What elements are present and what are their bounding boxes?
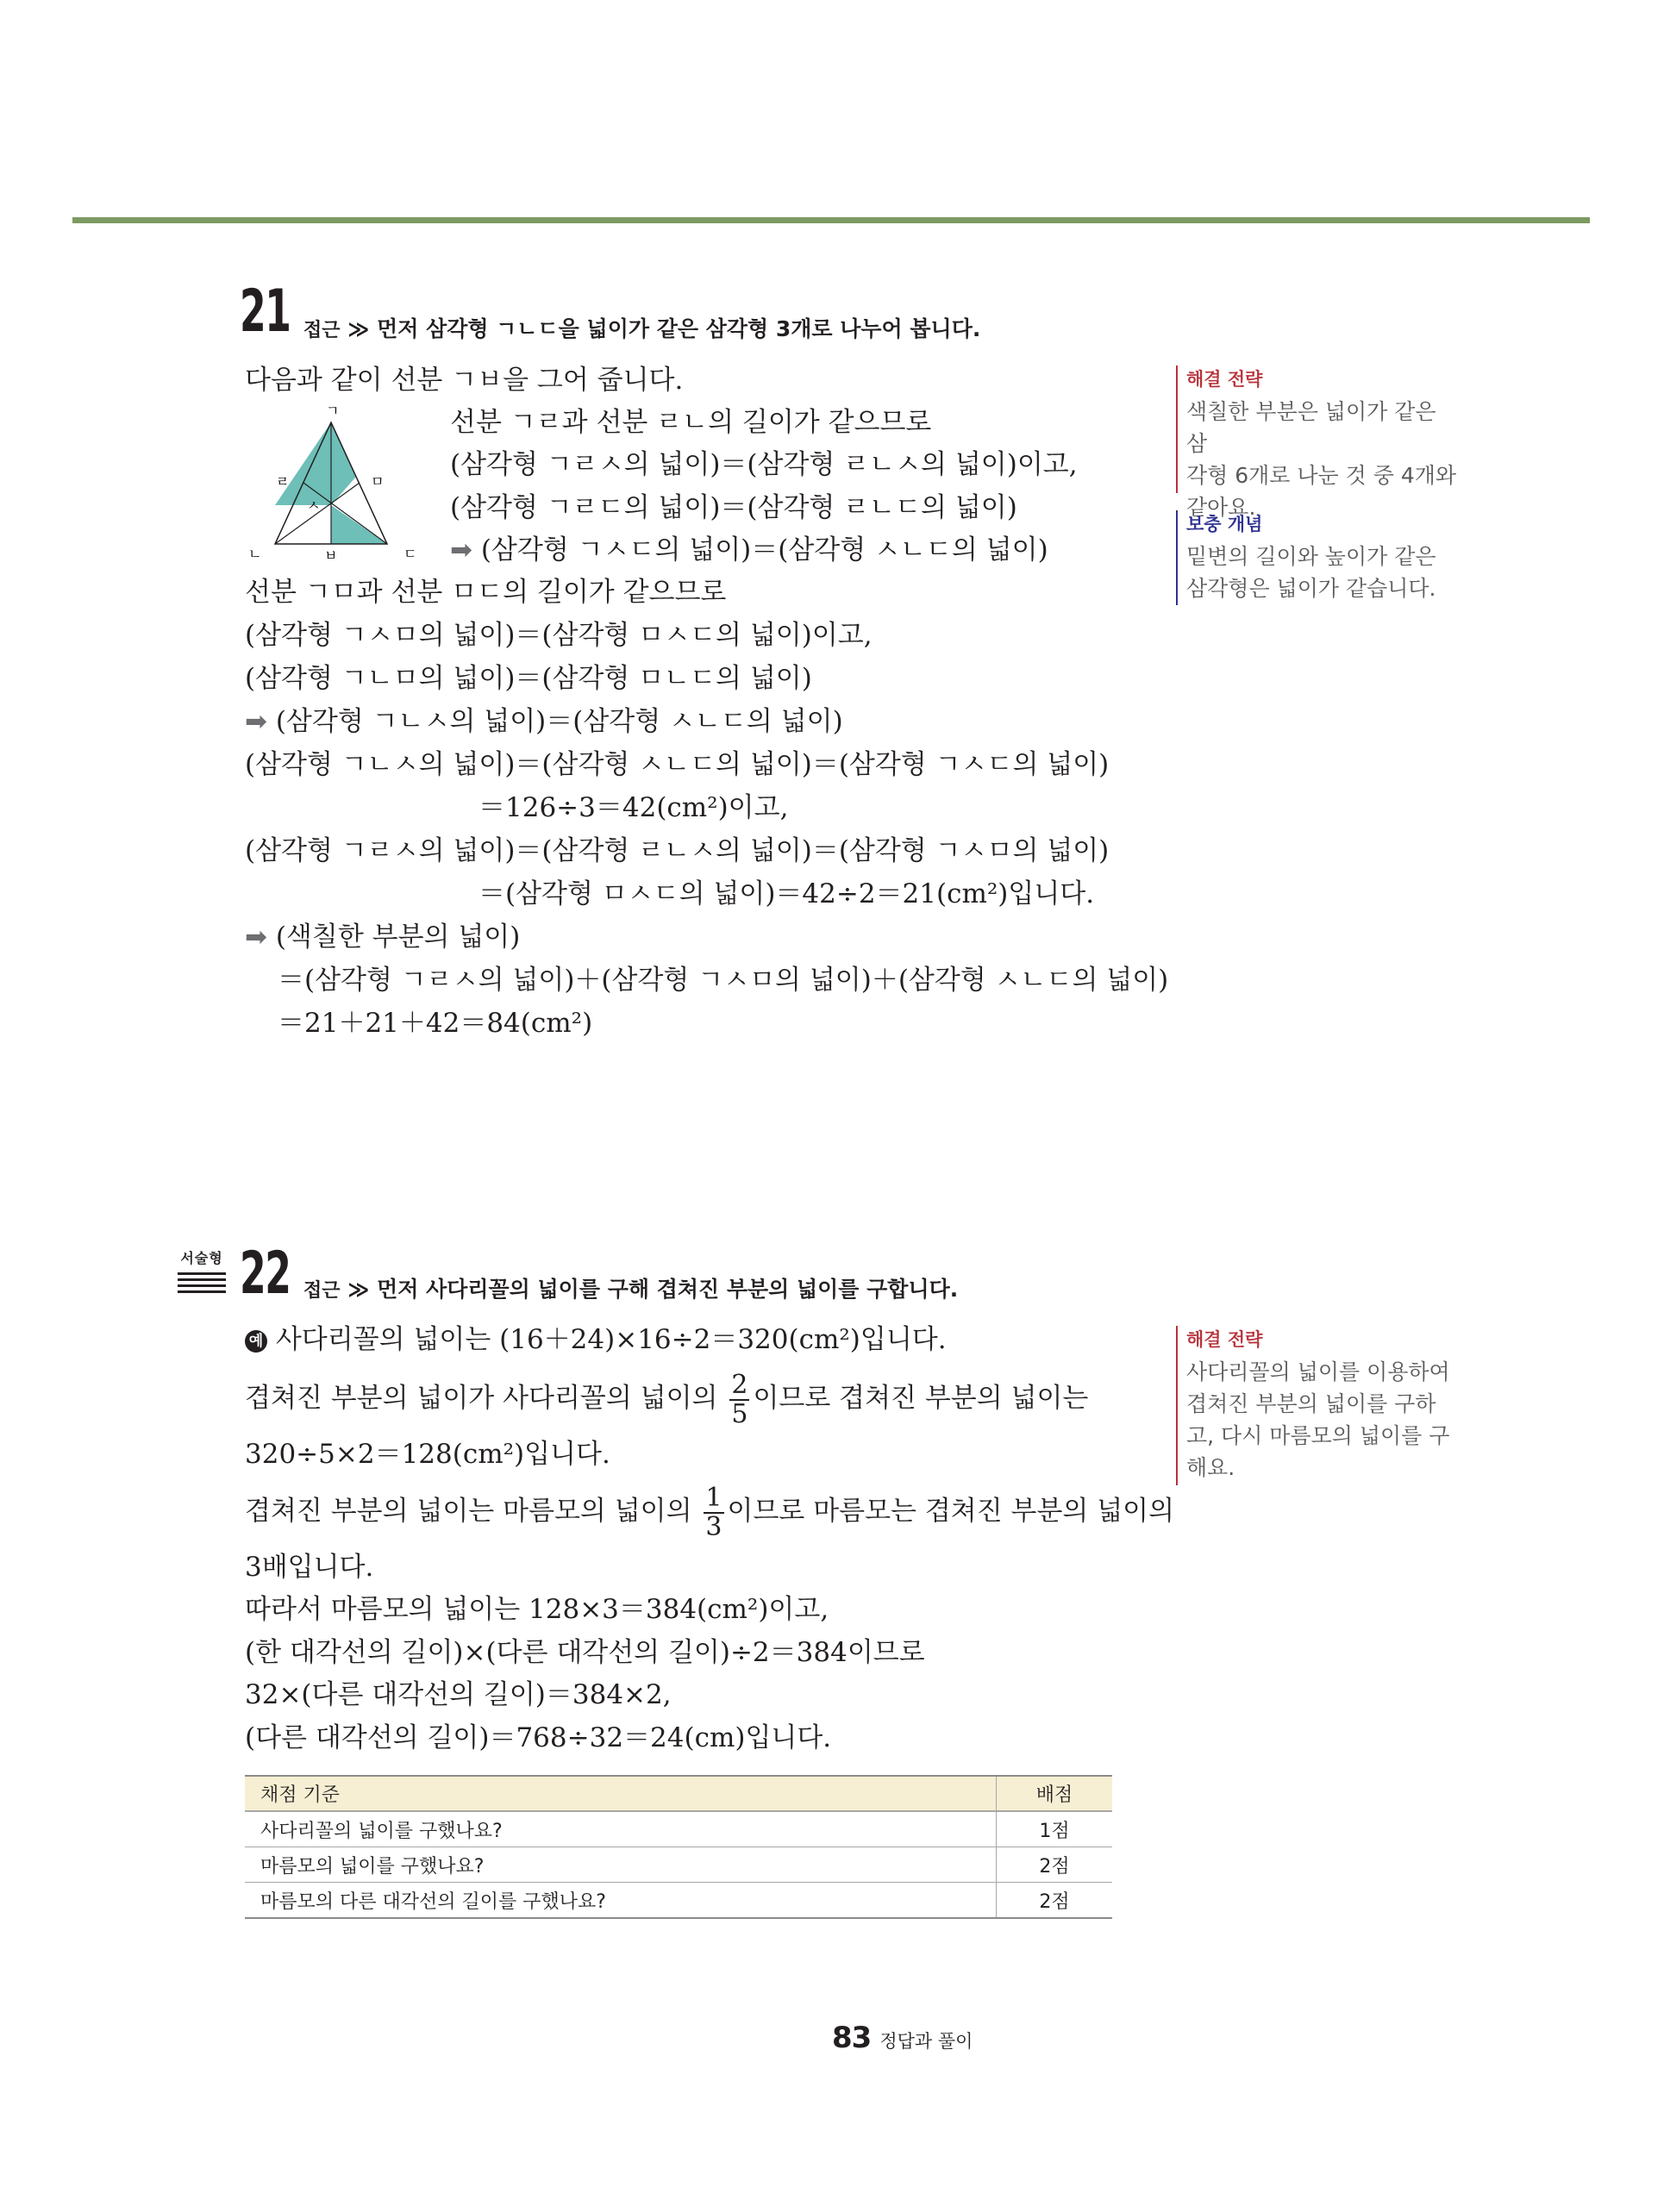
q21-line-4: ➡ (삼각형 ㄱㅅㄷ의 넓이)＝(삼각형 ㅅㄴㄷ의 넓이)	[450, 534, 1048, 565]
strategy-title: 해결 전략	[1186, 369, 1263, 390]
q21-line-7: (삼각형 ㄱㄴㅁ의 넓이)＝(삼각형 ㅁㄴㄷ의 넓이)	[245, 663, 812, 694]
q22-line-3: 320÷5×2＝128(cm²)입니다.	[245, 1439, 610, 1470]
shaded-region-left	[275, 422, 331, 505]
q21-line-10: ＝126÷3＝42(cm²)이고,	[478, 792, 789, 823]
arrow-icon: ➡	[450, 534, 472, 565]
concept-title: 보충 개념	[1186, 514, 1263, 534]
fraction-two-fifths: $\frac{2}{5}$	[731, 1369, 748, 1429]
q21-line-9: (삼각형 ㄱㄴㅅ의 넓이)＝(삼각형 ㅅㄴㄷ의 넓이)＝(삼각형 ㄱㅅㄷ의 넓이)	[245, 749, 1110, 780]
arrow-icon: ➡	[245, 922, 267, 953]
double-chevron-icon: ≫	[347, 1278, 370, 1302]
approach-tag: 접근	[303, 1280, 341, 1302]
page-number: 83	[832, 2021, 872, 2055]
label-vertex-n: ㄴ	[248, 546, 262, 562]
descriptive-badge: 서술형	[178, 1247, 226, 1297]
page-footer	[832, 2021, 973, 2055]
label-vertex-d: ㄷ	[403, 546, 417, 562]
question-number-22: 22	[240, 1240, 291, 1308]
table-row: 마름모의 넓이를 구했나요? 2점	[245, 1847, 1112, 1883]
label-point-b: ㅂ	[324, 547, 338, 564]
q22-line-7: (한 대각선의 길이)×(다른 대각선의 길이)÷2＝384이므로	[245, 1637, 925, 1668]
question-number-21: 21	[240, 278, 291, 346]
scoring-table	[245, 1775, 1112, 1919]
approach-text: 먼저 삼각형 ㄱㄴㄷ을 넓이가 같은 삼각형 3개로 나누어 봅니다.	[377, 316, 981, 341]
q21-line-0: 다음과 같이 선분 ㄱㅂ을 그어 줍니다.	[245, 365, 684, 396]
table-row: 사다리꼴의 넓이를 구했나요? 1점	[245, 1811, 1112, 1847]
q21-line-13: ➡ (색칠한 부분의 넓이)	[245, 922, 521, 953]
q22-line-2: 겹쳐진 부분의 넓이가 사다리꼴의 넓이의 $\frac{2}{5}$ 이므로 겹쳐진 부분의 넓이는	[245, 1369, 1089, 1429]
shaded-region-upper-right	[331, 422, 356, 505]
q21-line-14: ＝(삼각형 ㄱㄹㅅ의 넓이)＋(삼각형 ㄱㅅㅁ의 넓이)＋(삼각형 ㅅㄴㄷ의 넓이)	[278, 965, 1169, 996]
label-point-r: ㄹ	[276, 473, 290, 490]
approach-21	[303, 312, 980, 343]
q21-line-15: ＝21＋21＋42＝84(cm²)	[278, 1008, 593, 1039]
q22-line-9: (다른 대각선의 길이)＝768÷32＝24(cm)입니다.	[245, 1722, 832, 1753]
top-rule	[72, 217, 1590, 223]
q21-line-11: (삼각형 ㄱㄹㅅ의 넓이)＝(삼각형 ㄹㄴㅅ의 넓이)＝(삼각형 ㄱㅅㅁ의 넓이)	[245, 835, 1110, 866]
example-mark-icon: 예	[245, 1330, 267, 1353]
q22-line-1: 예 사다리꼴의 넓이는 (16＋24)×16÷2＝320(cm²)입니다.	[245, 1322, 947, 1357]
header-points: 배점	[997, 1776, 1113, 1811]
approach-tag: 접근	[303, 320, 341, 341]
q22-line-5: 3배입니다.	[245, 1552, 374, 1583]
footer-label: 정답과 풀이	[879, 2031, 973, 2052]
double-chevron-icon: ≫	[347, 317, 370, 341]
header-criteria: 채점 기준	[245, 1776, 997, 1811]
q22-line-8: 32×(다른 대각선의 길이)＝384×2,	[245, 1679, 672, 1710]
strategy-note-22: 해결 전략 사다리꼴의 넓이를 이용하여 겹쳐진 부분의 넓이를 구하 고, 다시 마름모의 넓이를 구 해요.	[1176, 1326, 1460, 1490]
strategy-note-21: 해결 전략 색칠한 부분은 넓이가 같은 삼 각형 6개로 나눈 것 중 4개와 같아요.	[1176, 366, 1460, 499]
q22-line-6: 따라서 마름모의 넓이는 128×3＝384(cm²)이고,	[245, 1594, 829, 1625]
approach-text: 먼저 사다리꼴의 넓이를 구해 겹쳐진 부분의 넓이를 구합니다.	[377, 1277, 959, 1302]
strategy-title: 해결 전략	[1186, 1329, 1263, 1350]
q22-line-4: 겹쳐진 부분의 넓이는 마름모의 넓이의 $\frac{1}{3}$ 이므로 마름모는 겹쳐진 부분의 넓이의	[245, 1482, 1175, 1542]
concept-note-21: 보충 개념 밑변의 길이와 높이가 같은 삼각형은 넓이가 같습니다.	[1176, 510, 1460, 614]
q21-line-6: (삼각형 ㄱㅅㅁ의 넓이)＝(삼각형 ㅁㅅㄷ의 넓이)이고,	[245, 620, 873, 651]
label-point-m: ㅁ	[371, 473, 385, 490]
q21-line-2: (삼각형 ㄱㄹㅅ의 넓이)＝(삼각형 ㄹㄴㅅ의 넓이)이고,	[450, 449, 1078, 480]
label-point-s: ㅅ	[307, 497, 321, 514]
fraction-one-third: $\frac{1}{3}$	[705, 1482, 722, 1542]
q21-line-12: ＝(삼각형 ㅁㅅㄷ의 넓이)＝42÷2＝21(cm²)입니다.	[478, 878, 1095, 909]
q21-line-3: (삼각형 ㄱㄹㄷ의 넓이)＝(삼각형 ㄹㄴㄷ의 넓이)	[450, 492, 1017, 523]
q21-line-1: 선분 ㄱㄹ과 선분 ㄹㄴ의 길이가 같으므로	[450, 407, 932, 438]
table-row: 마름모의 다른 대각선의 길이를 구했나요? 2점	[245, 1883, 1112, 1919]
q21-line-5: 선분 ㄱㅁ과 선분 ㅁㄷ의 길이가 같으므로	[245, 577, 727, 608]
approach-22	[303, 1272, 958, 1303]
triangle-diagram	[243, 400, 424, 564]
label-vertex-g: ㄱ	[326, 403, 340, 419]
table-header-row	[245, 1776, 1112, 1811]
q21-line-8: ➡ (삼각형 ㄱㄴㅅ의 넓이)＝(삼각형 ㅅㄴㄷ의 넓이)	[245, 706, 843, 737]
arrow-icon: ➡	[245, 706, 267, 737]
